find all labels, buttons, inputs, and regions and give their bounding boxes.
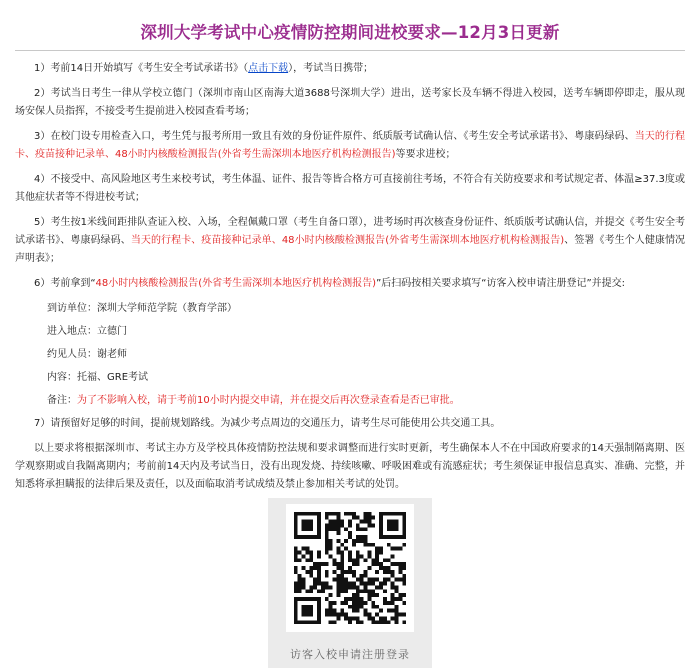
- notice-content: [15, 60, 685, 501]
- note-red-text: 为了不影响入校，请于考前10小时内提交申请，并在提交后再次登录查看是否已审批。: [77, 395, 460, 406]
- item-1-text-a: 1）考前14日开始填写《考生安全考试承诺书》（: [34, 63, 249, 74]
- item-5: [15, 214, 685, 268]
- item-5-text-a: 5）考生按1米线间距排队查证入校、入场，全程佩戴口罩（考生自备口罩），进考场时再次核查身份证件、纸质版考试确认信，并提交《考生安全考试承诺书》、粤康码绿码、: [15, 217, 685, 246]
- item-6: [15, 275, 685, 293]
- qr-code-graphic: [286, 504, 414, 632]
- item-3: [15, 128, 685, 164]
- visit-content: 内容：托福、GRE考试: [47, 372, 149, 383]
- download-link[interactable]: 点击下载: [248, 63, 289, 74]
- item-1-text-b: ），考试当日携带；: [288, 63, 374, 74]
- item-3-text-a: 3）在校门设专用检查入口，考生凭与报考所用一致且有效的身份证件原件、纸质版考试确认信、《考生安全考试承诺书》、粤康码绿码、: [34, 131, 635, 142]
- item-6-text-b: ”后扫码按相关要求填写“访客入校申请注册登记”并提交:: [376, 278, 625, 289]
- item-2: 2）考试当日考生一律从学校立德门（深圳市南山区南海大道3688号深圳大学）进出，送考家长及车辆不得进入校园，送考车辆即停即走，服从现场安保人员指挥，不接受考生提前进入校园查看考场；: [15, 88, 685, 117]
- title-divider: [15, 50, 685, 51]
- qr-caption: 访客入校申请注册登录: [290, 648, 410, 661]
- item-6-text-a: 6）考前拿到“: [34, 278, 96, 289]
- item-3-text-b: 等要求进校；: [395, 149, 456, 160]
- item-1: [15, 60, 685, 78]
- page-title: 深圳大学考试中心疫情防控期间进校要求—12月3日更新: [140, 23, 560, 42]
- item-6-red-text: 48小时内核酸检测报告(外省考生需深圳本地医疗机构检测报告): [95, 278, 377, 289]
- item-5-text-b: 、签署《考生个人健康情况声明表》；: [15, 235, 686, 264]
- visit-place: 进入地点：立德门: [47, 326, 127, 337]
- visit-person: 约见人员：谢老师: [47, 349, 127, 360]
- note-label: 备注：: [47, 395, 77, 406]
- item-5-red-text: 当天的行程卡、疫苗接种记录单、48小时内核酸检测报告(外省考生需深圳本地医疗机构检测报告): [130, 235, 565, 246]
- qr-code-image[interactable]: [286, 504, 414, 632]
- item-7: 7）请预留好足够的时间，提前规划路线。为减少考点周边的交通压力，请考生尽可能使用公共交通工具。: [34, 418, 501, 429]
- item-4: 4）不接受中、高风险地区考生来校考试，考生体温、证件、报告等皆合格方可直接前往考场，不符合有关防疫要求和考试规定者、体温≥37.3度或其他症状者等不得进校考试；: [15, 174, 685, 203]
- qr-card: [268, 498, 432, 668]
- visit-unit: 到访单位：深圳大学师范学院（教育学部）: [47, 303, 237, 314]
- item-3-red-text: 当天的行程卡、疫苗接种记录单、48小时内核酸检测报告(外省考生需深圳本地医疗机构检测报告): [15, 131, 685, 160]
- closing-paragraph: 以上要求将根据深圳市、考试主办方及学校具体疫情防控法规和要求调整而进行实时更新，考生确保本人不在中国政府要求的14天强制隔离期、医学观察期或自我隔离期内；考前前14天内及考试当日，没有出现发烧、持续咳嗽、呼吸困难或有流感症状；考生须保证申报信息真实、准确、完整，并知悉将承担瞒报的法律后果及责任，以及面临取消考试成绩及禁止参加相关考试的处罚。: [15, 443, 685, 490]
- visit-note: [15, 392, 685, 410]
